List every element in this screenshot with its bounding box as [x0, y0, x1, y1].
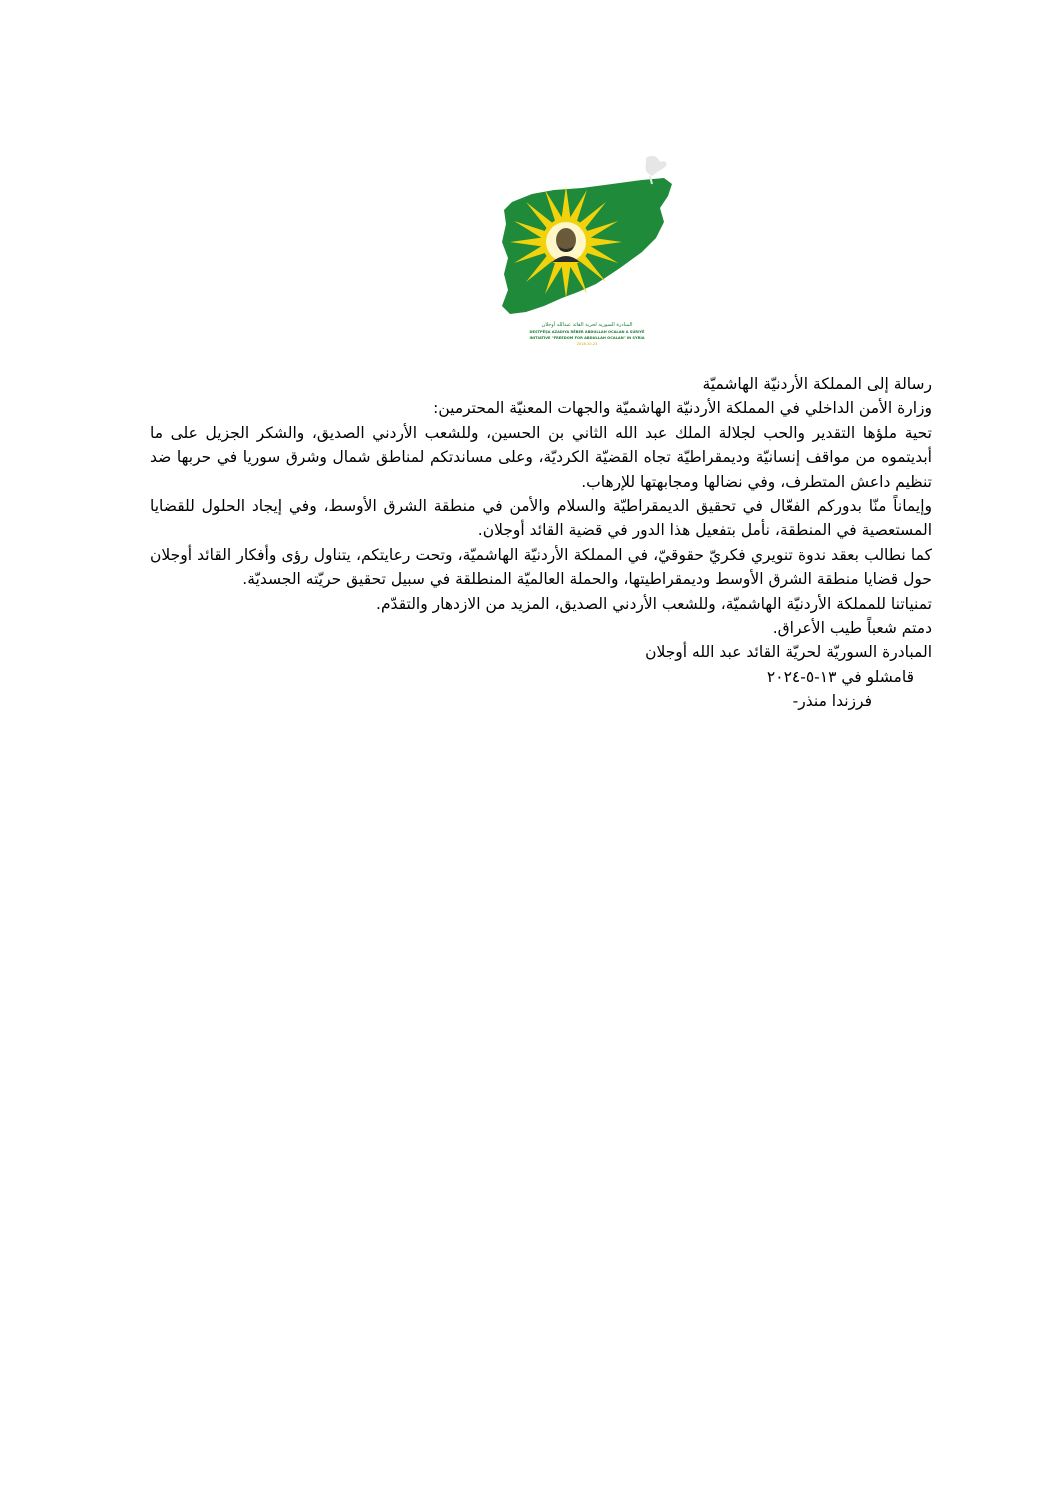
letter-closing: دمتم شعباً طيب الأعراق. — [772, 619, 932, 638]
letter-place-date: قامشلو في ١٣-٥-٢٠٢٤ — [766, 667, 914, 686]
logo-text-en: INITIATIVE "FREEDOM FOR ABDULLAH OCALAN" IN SYRIA — [529, 336, 645, 340]
logo-text-ar: المبادرة السورية لحرية القائد عبدالله أوجلان — [541, 322, 633, 328]
letter-paragraph-4: تمنياتنا للمملكة الأردنيّة الهاشميّة، وللشعب الأردني الصديق، المزيد من الازدهار والتقدّم. — [376, 594, 932, 613]
letter-signature: المبادرة السوريّة لحريّة القائد عبد الله أوجلان — [645, 643, 932, 662]
letter-paragraph-3: كما نطالب بعقد ندوة تنويري فكريّ حقوقيّ، في المملكة الأردنيّة الهاشميّة، وتحت رعايتكم، يتناول رؤى وأفكار القائد أوجلان حول قضايا منطقة الشرق الأوسط وديمقراطيتها، والحملة العالميّة المنطلقة في سبيل تحقيق حريّته الجسديّة. — [150, 545, 932, 589]
letter-signer-line — [150, 689, 932, 713]
logo-text-ku: DESTPÊŞA AZADIYA RÊBER ABDULLAH OCALAN A SÛRIYÊ — [529, 330, 645, 334]
initiative-logo — [492, 150, 682, 350]
letter-signer: فرزندا منذر — [798, 692, 872, 711]
dove-shape — [645, 156, 666, 176]
letter-addressee: وزارة الأمن الداخلي في المملكة الأردنيّة الهاشميّة والجهات المعنيّة المحترمين: — [433, 399, 932, 418]
letter-paragraph-2: وإيماناً منّا بدوركم الفعّال في تحقيق الديمقراطيّة والسلام والأمن في منطقة الشرق الأوسط، وفي إيجاد الحلول للقضايا المستعصية في المنطقة، نأمل بتفعيل هذا الدور في قضية القائد أوجلان. — [150, 497, 932, 540]
letter-title: رسالة إلى المملكة الأردنيّة الهاشميّة — [702, 375, 932, 393]
initiative-logo-icon — [492, 150, 682, 350]
signer-dash: - — [792, 692, 799, 711]
logo-date: 2018.10.23 — [576, 342, 598, 346]
letter-body — [150, 372, 932, 714]
letter-paragraph-1: تحية ملؤها التقدير والحب لجلالة الملك عبد الله الثاني بن الحسين، وللشعب الأردني الصديق، والشكر الجزيل على ما أبديتموه من مواقف إنسانيّة وديمقراطيّة تجاه القضيّة الكرديّة، وعلى مساندتكم لمناطق شمال وشرق سوريا في حربها ضد تنظيم داعش المتطرف، وفي نضالها ومجابهتها للإرهاب. — [150, 423, 932, 491]
